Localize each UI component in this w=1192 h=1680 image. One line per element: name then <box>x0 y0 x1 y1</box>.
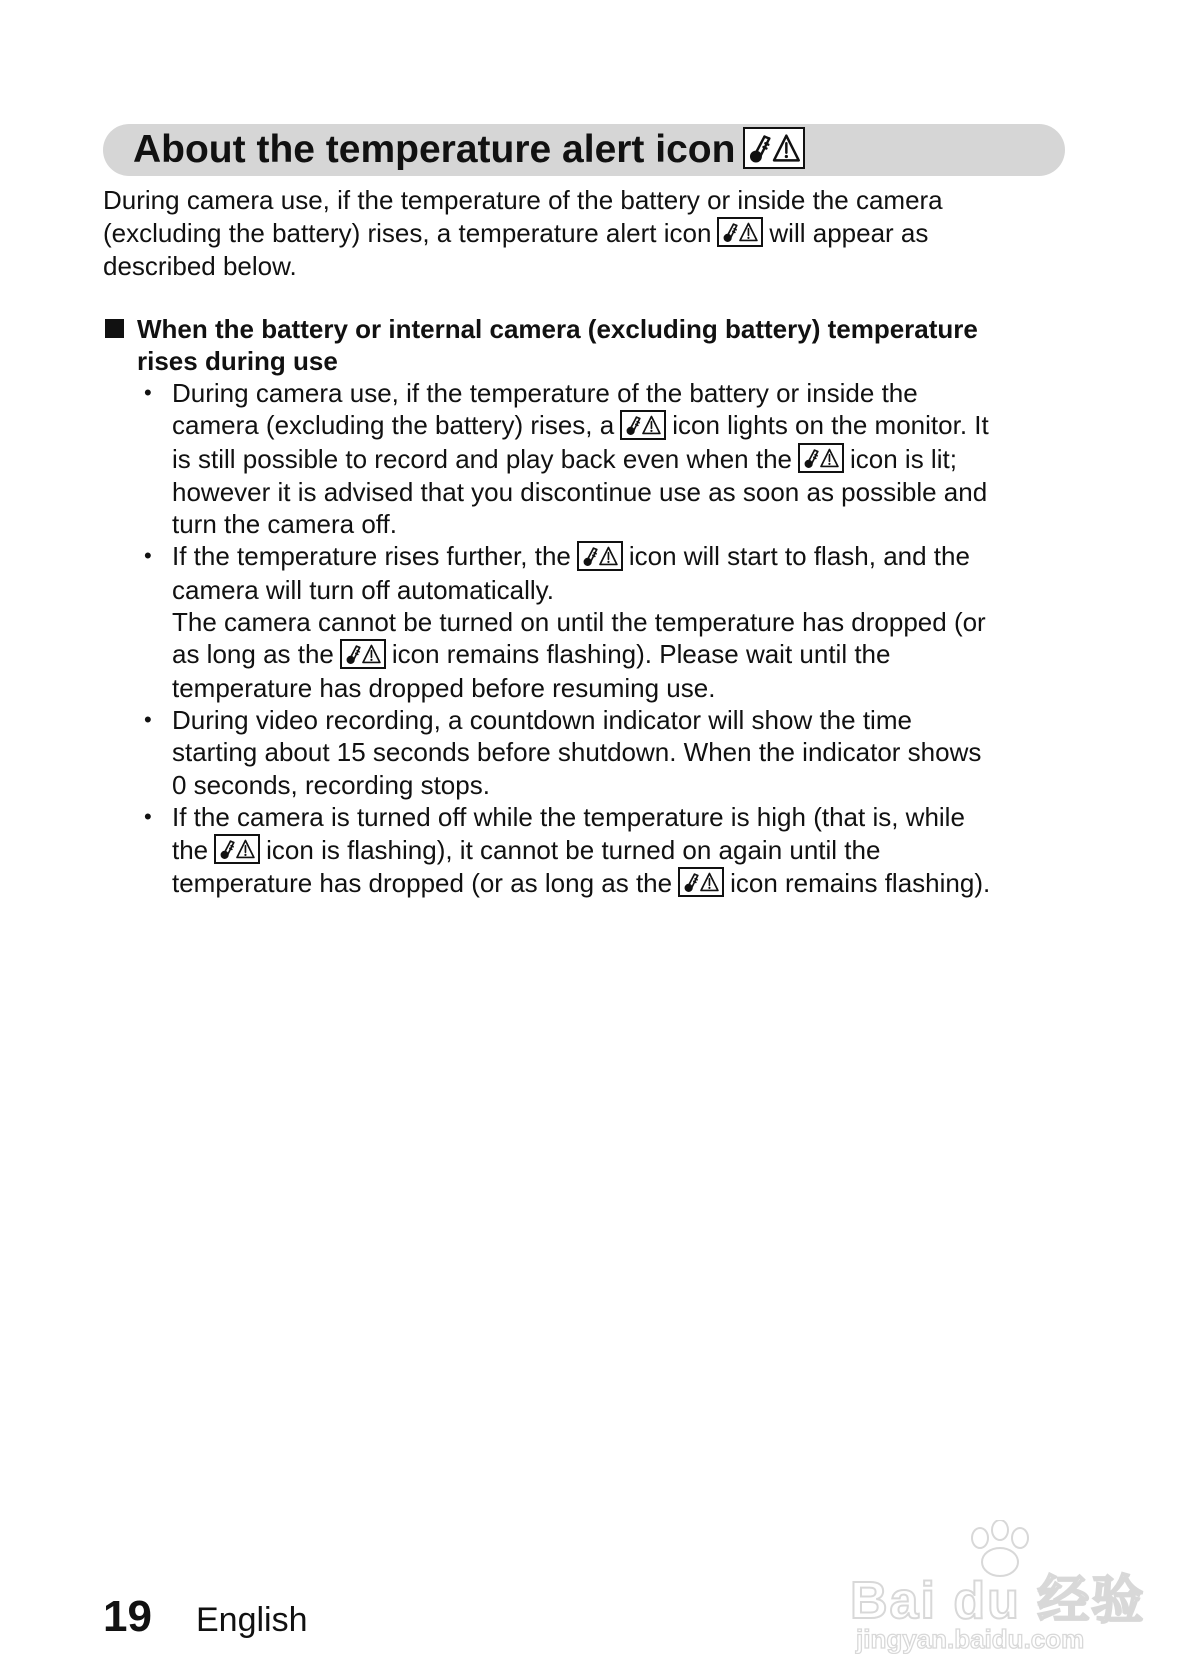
page-title: About the temperature alert icon <box>133 128 805 173</box>
temperature-alert-icon <box>798 443 844 473</box>
bullet-list <box>103 377 1103 900</box>
temperature-alert-icon <box>678 867 724 897</box>
baidu-watermark: Bai du 经验 jingyan.baidu.com <box>850 1520 1140 1660</box>
bullet-dot: • <box>144 804 152 830</box>
list-item: • During video recording, a countdown indicator will show the time starting about 15 seconds before shutdown. When the indicator shows 0 seconds, recording stops. <box>144 704 982 800</box>
temperature-alert-icon <box>620 410 666 440</box>
list-item: • If the temperature rises further, the icon will start to flash, and the camera will turn off automatically. The camera cannot be turned on until the temperature has dropped (or as long as the icon remains flashing). Please wait until the temperature has dropped before resuming use. <box>144 541 986 703</box>
list-item: • During camera use, if the temperature of the battery or inside the camera (excluding the battery) rises, a icon lights on the monitor. It is still possible to record and play back even when the icon is lit; however it is advised that you discontinue use as soon as possible and turn the camera off. <box>144 378 989 540</box>
temperature-alert-icon <box>577 541 623 571</box>
square-bullet-icon <box>105 319 124 338</box>
page-number: 19 <box>103 1592 152 1641</box>
temperature-alert-icon <box>214 834 260 864</box>
temperature-alert-icon <box>340 639 386 669</box>
temperature-alert-icon <box>743 127 805 169</box>
bullet-dot: • <box>144 543 152 569</box>
bullet-dot: • <box>144 706 152 732</box>
temperature-alert-icon <box>717 217 763 247</box>
list-item: • If the camera is turned off while the temperature is high (that is, while the icon is flashing), it cannot be turned on again until the temperature has dropped (or as long as the icon remains flashing). <box>144 802 991 898</box>
title-bar <box>103 124 1065 176</box>
language-label: English <box>196 1601 308 1639</box>
intro-paragraph: During camera use, if the temperature of the battery or inside the camera (excluding the battery) rises, a temperature alert icon will appear as described below. <box>103 185 943 281</box>
bullet-dot: • <box>144 380 152 405</box>
